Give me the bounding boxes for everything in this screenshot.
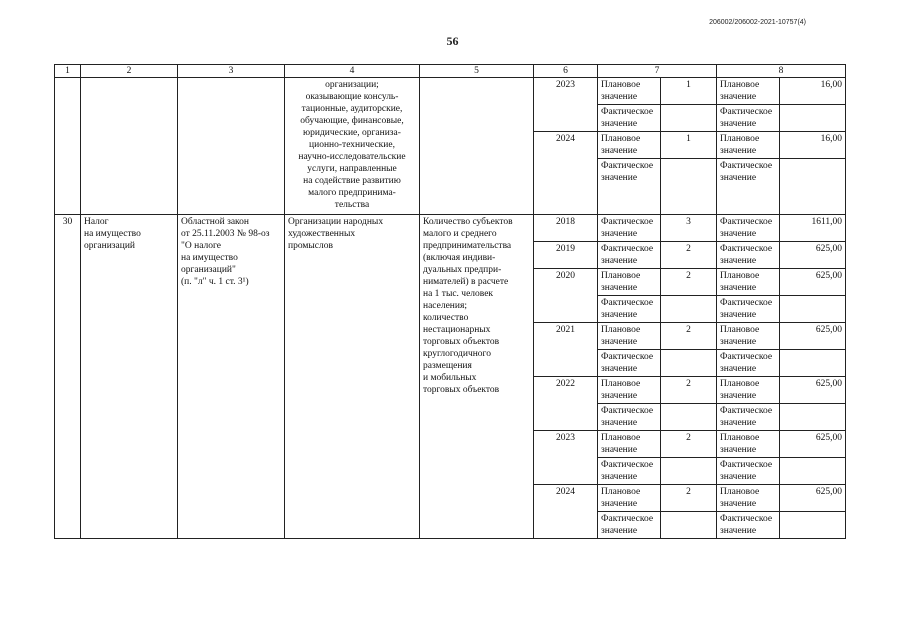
target-type-cell: Фактическое значение <box>717 242 780 269</box>
header-cell: 2 <box>81 65 178 78</box>
target-type-cell: Фактическое значение <box>717 404 780 431</box>
indicator-type-cell: Фактическое значение <box>598 350 661 377</box>
target-value-cell: 625,00 <box>780 269 846 296</box>
year-cell: 2024 <box>534 132 598 215</box>
target-type-cell: Фактическое значение <box>717 215 780 242</box>
year-cell: 2024 <box>534 485 598 539</box>
cell-tax <box>81 78 178 215</box>
indicator-type-cell: Фактическое значение <box>598 159 661 215</box>
indicator-value-cell: 2 <box>661 431 717 458</box>
indicator-value-cell: 2 <box>661 269 717 296</box>
target-value-cell <box>780 458 846 485</box>
indicator-type-cell: Плановое значение <box>598 132 661 159</box>
cell-indicator <box>420 78 534 215</box>
indicator-type-cell: Плановое значение <box>598 377 661 404</box>
target-value-cell: 16,00 <box>780 78 846 105</box>
target-value-cell <box>780 512 846 539</box>
indicator-value-cell: 3 <box>661 215 717 242</box>
header-cell: 8 <box>717 65 846 78</box>
target-type-cell: Плановое значение <box>717 485 780 512</box>
table-row <box>55 215 846 242</box>
target-value-cell: 625,00 <box>780 377 846 404</box>
target-type-cell: Плановое значение <box>717 269 780 296</box>
indicator-type-cell: Фактическое значение <box>598 512 661 539</box>
indicator-type-cell: Плановое значение <box>598 485 661 512</box>
indicator-value-cell <box>661 105 717 132</box>
target-type-cell: Плановое значение <box>717 78 780 105</box>
target-type-cell: Плановое значение <box>717 323 780 350</box>
year-cell: 2023 <box>534 431 598 485</box>
table-row <box>55 78 846 105</box>
target-type-cell: Плановое значение <box>717 377 780 404</box>
target-value-cell <box>780 350 846 377</box>
indicator-type-cell: Фактическое значение <box>598 215 661 242</box>
target-value-cell <box>780 159 846 215</box>
cell-indicator: Количество субъектов малого и среднего предпринимательства (включая индиви- дуальных предпри- нимателей) в расчете на 1 тыс. человек населения; количество нестационарных торговых объектов круглогодичного размещения и мобильных торговых объектов <box>420 215 534 539</box>
cell-law: Областной закон от 25.11.2003 № 98-оз "О налоге на имущество организаций" (п. "л" ч. 1 ст. 3¹) <box>178 215 285 539</box>
target-type-cell: Фактическое значение <box>717 458 780 485</box>
cell-category: организации; оказывающие консуль- тационные, аудиторские, обучающие, финансовые, юридические, организа- ционно-технические, научно-исследовательские услуги, направленные на содействие развитию малого предпринима- тельства <box>285 78 420 215</box>
cell-category: Организации народных художественных промыслов <box>285 215 420 539</box>
header-cell: 1 <box>55 65 81 78</box>
indicator-value-cell <box>661 512 717 539</box>
document-number: 206002/206002-2021-10757(4) <box>709 19 806 26</box>
indicator-value-cell: 2 <box>661 377 717 404</box>
indicator-value-cell <box>661 350 717 377</box>
target-value-cell: 625,00 <box>780 431 846 458</box>
cell-num: 30 <box>55 215 81 539</box>
target-value-cell: 625,00 <box>780 242 846 269</box>
year-cell: 2021 <box>534 323 598 377</box>
target-value-cell: 1611,00 <box>780 215 846 242</box>
indicator-value-cell <box>661 458 717 485</box>
year-cell: 2022 <box>534 377 598 431</box>
header-cell: 5 <box>420 65 534 78</box>
indicator-value-cell: 2 <box>661 323 717 350</box>
header-row <box>55 65 846 78</box>
indicator-type-cell: Плановое значение <box>598 323 661 350</box>
indicator-type-cell: Фактическое значение <box>598 458 661 485</box>
indicator-value-cell: 1 <box>661 132 717 159</box>
target-value-cell: 625,00 <box>780 323 846 350</box>
indicator-type-cell: Плановое значение <box>598 431 661 458</box>
target-type-cell: Фактическое значение <box>717 350 780 377</box>
page-number: 56 <box>446 34 459 48</box>
header-cell: 6 <box>534 65 598 78</box>
year-cell: 2020 <box>534 269 598 323</box>
indicator-type-cell: Фактическое значение <box>598 242 661 269</box>
indicator-type-cell: Фактическое значение <box>598 296 661 323</box>
target-type-cell: Плановое значение <box>717 132 780 159</box>
target-type-cell: Фактическое значение <box>717 512 780 539</box>
cell-num <box>55 78 81 215</box>
indicator-value-cell <box>661 404 717 431</box>
target-value-cell <box>780 296 846 323</box>
year-cell: 2019 <box>534 242 598 269</box>
indicator-value-cell <box>661 296 717 323</box>
indicator-type-cell: Фактическое значение <box>598 404 661 431</box>
indicator-value-cell: 1 <box>661 78 717 105</box>
target-type-cell: Фактическое значение <box>717 296 780 323</box>
indicator-type-cell: Плановое значение <box>598 269 661 296</box>
target-value-cell: 625,00 <box>780 485 846 512</box>
header-cell: 7 <box>598 65 717 78</box>
indicator-type-cell: Фактическое значение <box>598 105 661 132</box>
tax-benefits-table <box>54 64 846 539</box>
cell-tax: Налог на имущество организаций <box>81 215 178 539</box>
target-value-cell: 16,00 <box>780 132 846 159</box>
indicator-value-cell: 2 <box>661 242 717 269</box>
header-cell: 3 <box>178 65 285 78</box>
target-type-cell: Плановое значение <box>717 431 780 458</box>
header-cell: 4 <box>285 65 420 78</box>
indicator-value-cell <box>661 159 717 215</box>
target-value-cell <box>780 105 846 132</box>
cell-law <box>178 78 285 215</box>
target-value-cell <box>780 404 846 431</box>
indicator-value-cell: 2 <box>661 485 717 512</box>
indicator-type-cell: Плановое значение <box>598 78 661 105</box>
year-cell: 2023 <box>534 78 598 132</box>
target-type-cell: Фактическое значение <box>717 105 780 132</box>
year-cell: 2018 <box>534 215 598 242</box>
target-type-cell: Фактическое значение <box>717 159 780 215</box>
